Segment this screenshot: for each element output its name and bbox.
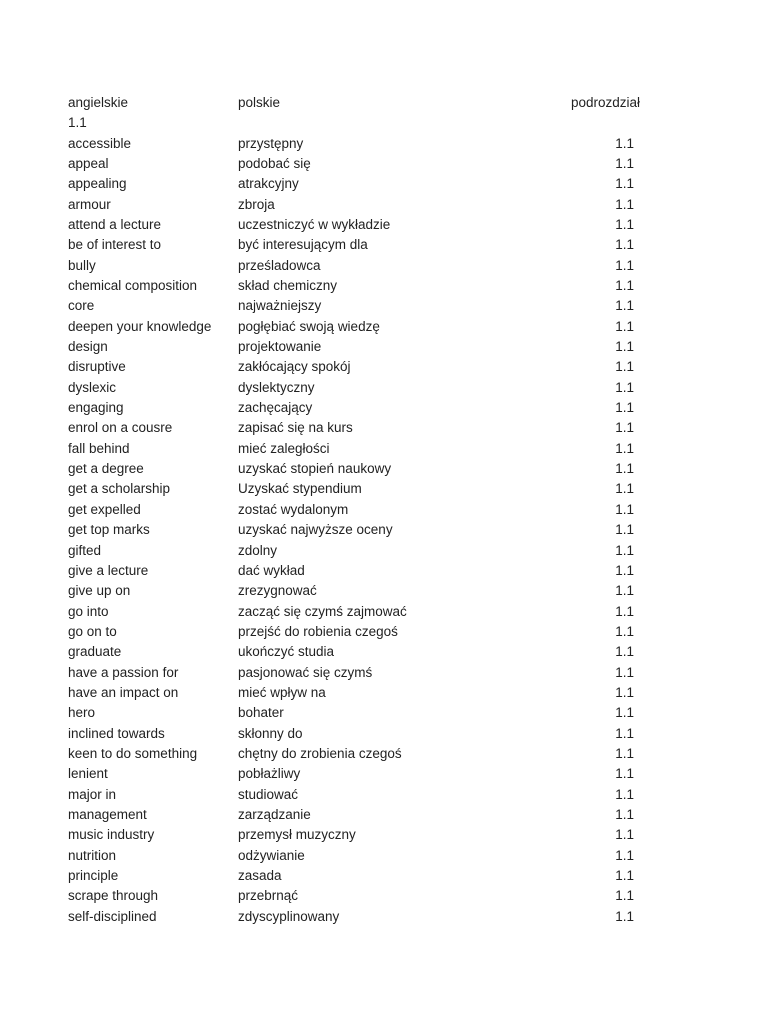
polish-translation: zakłócający spokój — [238, 359, 351, 375]
polish-translation: bohater — [238, 705, 284, 721]
english-term: management — [68, 807, 147, 823]
section-number: 1.1 — [615, 135, 634, 151]
polish-translation: studiować — [238, 786, 299, 802]
section-number: 1.1 — [615, 725, 634, 741]
section-number: 1.1 — [615, 298, 634, 314]
table-row — [0, 459, 768, 479]
table-row — [0, 500, 768, 520]
polish-translation: mieć wpływ na — [238, 684, 326, 700]
section-number: 1.1 — [615, 868, 634, 884]
english-term: get top marks — [68, 522, 150, 538]
english-term: chemical composition — [68, 277, 198, 293]
polish-translation: przemysł muzyczny — [238, 827, 356, 843]
polish-translation: odżywianie — [238, 847, 305, 863]
section-number: 1.1 — [615, 339, 634, 354]
table-row — [0, 683, 768, 703]
english-term: core — [68, 298, 95, 314]
table-row — [0, 357, 768, 377]
english-term: get a scholarship — [68, 481, 171, 497]
section-number: 1.1 — [615, 237, 634, 253]
table-row — [0, 724, 768, 744]
english-term: keen to do something — [68, 746, 198, 761]
section-number: 1.1 — [615, 196, 634, 212]
polish-translation: najważniejszy — [238, 298, 322, 314]
section-number: 1.1 — [615, 888, 634, 904]
polish-translation: zostać wydalonym — [238, 501, 349, 517]
table-row — [0, 378, 768, 398]
section-number: 1.1 — [615, 318, 634, 334]
polish-translation: zrezygnować — [238, 583, 317, 599]
section-number: 1.1 — [615, 440, 634, 456]
section-number: 1.1 — [615, 176, 634, 192]
polish-translation: dyslektyczny — [238, 379, 315, 395]
english-term: armour — [68, 196, 111, 212]
english-term: fall behind — [68, 440, 130, 456]
english-term: dyslexic — [68, 379, 117, 395]
polish-translation: Uzyskać stypendium — [238, 481, 362, 497]
english-term: gifted — [68, 542, 102, 558]
section-number: 1.1 — [615, 807, 634, 823]
table-row — [0, 581, 768, 601]
polish-translation: projektowanie — [238, 339, 322, 354]
header-overflow-row — [0, 113, 768, 133]
english-term: music industry — [68, 827, 155, 843]
section-number: 1.1 — [615, 623, 634, 639]
polish-translation: pogłębiać swoją wiedzę — [238, 318, 380, 334]
english-term: get a degree — [68, 461, 144, 477]
english-term: attend a lecture — [68, 216, 162, 232]
table-row — [0, 703, 768, 723]
polish-translation: skład chemiczny — [238, 277, 338, 293]
table-row — [0, 215, 768, 235]
table-row — [0, 134, 768, 154]
table-row — [0, 398, 768, 418]
table-row — [0, 337, 768, 357]
section-number: 1.1 — [615, 583, 634, 599]
english-term: deepen your knowledge — [68, 318, 212, 334]
english-term: graduate — [68, 644, 122, 660]
table-row — [0, 846, 768, 866]
table-row — [0, 296, 768, 316]
header-row — [0, 93, 768, 113]
column-header-polish: polskie — [238, 95, 281, 110]
section-number: 1.1 — [615, 684, 634, 700]
section-number: 1.1 — [615, 644, 634, 660]
english-term: give a lecture — [68, 562, 149, 578]
table-row — [0, 744, 768, 764]
table-row — [0, 174, 768, 194]
english-term: have a passion for — [68, 664, 179, 680]
table-row — [0, 439, 768, 459]
english-term: go on to — [68, 623, 117, 639]
english-term: principle — [68, 868, 119, 884]
section-number: 1.1 — [615, 908, 634, 924]
english-term: engaging — [68, 400, 124, 416]
section-number: 1.1 — [615, 216, 634, 232]
table-row — [0, 622, 768, 642]
english-term: give up on — [68, 583, 131, 599]
section-number: 1.1 — [615, 705, 634, 721]
header-overflow-value: 1.1 — [68, 115, 87, 130]
polish-translation: uzyskać stopień naukowy — [238, 461, 392, 477]
section-number: 1.1 — [615, 603, 634, 619]
table-row — [0, 418, 768, 438]
section-number: 1.1 — [615, 542, 634, 558]
section-number: 1.1 — [615, 746, 634, 761]
section-number: 1.1 — [615, 664, 634, 680]
english-term: design — [68, 339, 108, 354]
english-term: major in — [68, 786, 117, 802]
english-term: nutrition — [68, 847, 117, 863]
english-term: hero — [68, 705, 96, 721]
table-row — [0, 764, 768, 784]
polish-translation: prześladowca — [238, 257, 321, 273]
polish-translation: skłonny do — [238, 725, 303, 741]
table-row — [0, 561, 768, 581]
section-number: 1.1 — [615, 257, 634, 273]
section-number: 1.1 — [615, 522, 634, 538]
table-row — [0, 317, 768, 337]
english-term: inclined towards — [68, 725, 165, 741]
english-term: have an impact on — [68, 684, 179, 700]
polish-translation: przebrnąć — [238, 888, 299, 904]
polish-translation: zdyscyplinowany — [238, 908, 340, 924]
table-row — [0, 479, 768, 499]
table-row — [0, 541, 768, 561]
polish-translation: być interesującym dla — [238, 237, 368, 253]
polish-translation: atrakcyjny — [238, 176, 299, 192]
polish-translation: mieć zaległości — [238, 440, 330, 456]
polish-translation: chętny do zrobienia czegoś — [238, 746, 402, 761]
section-number: 1.1 — [615, 400, 634, 416]
polish-translation: ukończyć studia — [238, 644, 335, 660]
section-number: 1.1 — [615, 420, 634, 436]
table-row — [0, 866, 768, 886]
table-row — [0, 805, 768, 825]
table-row — [0, 825, 768, 845]
table-row — [0, 256, 768, 276]
table-row — [0, 642, 768, 662]
section-number: 1.1 — [615, 766, 634, 782]
table-row — [0, 195, 768, 215]
section-number: 1.1 — [615, 359, 634, 375]
polish-translation: uzyskać najwyższe oceny — [238, 522, 393, 538]
polish-translation: zachęcający — [238, 400, 313, 416]
english-term: bully — [68, 257, 96, 273]
table-row — [0, 154, 768, 174]
section-number: 1.1 — [615, 481, 634, 497]
table-row — [0, 907, 768, 927]
english-term: appeal — [68, 155, 109, 171]
english-term: go into — [68, 603, 109, 619]
section-number: 1.1 — [615, 277, 634, 293]
section-number: 1.1 — [615, 786, 634, 802]
english-term: lenient — [68, 766, 108, 782]
section-number: 1.1 — [615, 562, 634, 578]
section-number: 1.1 — [615, 461, 634, 477]
table-row — [0, 663, 768, 683]
polish-translation: przejść do robienia czegoś — [238, 623, 398, 639]
polish-translation: pobłażliwy — [238, 766, 301, 782]
table-row — [0, 520, 768, 540]
english-term: accessible — [68, 135, 132, 151]
english-term: scrape through — [68, 888, 159, 904]
table-row — [0, 785, 768, 805]
section-number: 1.1 — [615, 501, 634, 517]
section-number: 1.1 — [615, 847, 634, 863]
polish-translation: zacząć się czymś zajmować — [238, 603, 407, 619]
english-term: appealing — [68, 176, 127, 192]
polish-translation: zdolny — [238, 542, 278, 558]
section-number: 1.1 — [615, 827, 634, 843]
english-term: enrol on a cousre — [68, 420, 173, 436]
polish-translation: dać wykład — [238, 562, 305, 578]
column-header-english: angielskie — [68, 95, 129, 110]
polish-translation: uczestniczyć w wykładzie — [238, 216, 391, 232]
polish-translation: podobać się — [238, 155, 311, 171]
table-row — [0, 276, 768, 296]
polish-translation: zapisać się na kurs — [238, 420, 353, 436]
english-term: get expelled — [68, 501, 141, 517]
polish-translation: zarządzanie — [238, 807, 311, 823]
section-number: 1.1 — [615, 379, 634, 395]
table-row — [0, 602, 768, 622]
english-term: disruptive — [68, 359, 126, 375]
polish-translation: przystępny — [238, 135, 304, 151]
table-row — [0, 235, 768, 255]
english-term: self-disciplined — [68, 908, 157, 924]
polish-translation: zasada — [238, 868, 282, 884]
section-number: 1.1 — [615, 155, 634, 171]
column-header-section: podrozdział — [571, 95, 640, 110]
table-row — [0, 886, 768, 906]
polish-translation: zbroja — [238, 196, 275, 212]
english-term: be of interest to — [68, 237, 162, 253]
polish-translation: pasjonować się czymś — [238, 664, 373, 680]
